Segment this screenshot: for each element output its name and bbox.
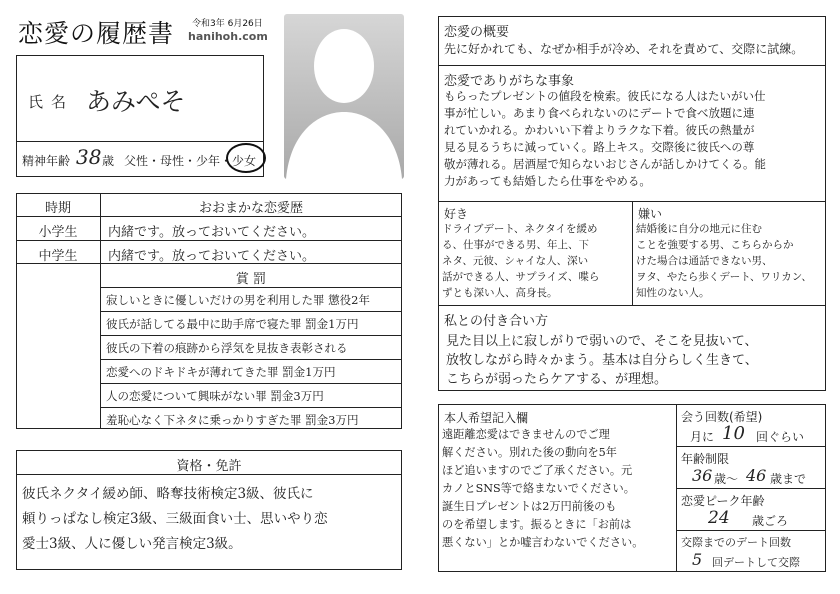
wishes-line: 誕生日プレゼントは2万円前後のも bbox=[442, 500, 617, 513]
common-events-line: もらったプレゼントの値段を検索。彼氏になる人はたいがい仕 bbox=[444, 89, 766, 103]
wishes-line: カノとSNS等で絡まないでください。 bbox=[442, 482, 635, 495]
qualifications-title: 資格・免許 bbox=[176, 459, 242, 474]
site-url: hanihoh.com bbox=[188, 30, 268, 43]
profile-photo bbox=[272, 4, 414, 184]
dislikes-line: けた場合は通話できない男、 bbox=[636, 255, 773, 267]
punishments-title: 賞 罰 bbox=[235, 272, 267, 287]
meet-title: 会う回数(希望) bbox=[681, 410, 763, 424]
meet-value: 10 bbox=[722, 423, 745, 444]
likes-title: 好き bbox=[444, 207, 469, 221]
traits-list: 父性・母性・少年・ bbox=[124, 154, 233, 168]
peak-age-suffix: 歳ごろ bbox=[752, 514, 789, 528]
relationship-line: 見た目以上に寂しがりで弱いので、そこを見抜いて、 bbox=[446, 334, 758, 349]
common-events-title: 恋愛でありがちな事象 bbox=[444, 74, 575, 89]
period-cell: 中学生 bbox=[38, 249, 78, 264]
dislikes-title: 嫌い bbox=[638, 207, 663, 221]
common-events-line: 事が忙しい。あまり食べられないのにデートで食べ放題に連 bbox=[444, 106, 755, 120]
punishment-item: 彼氏が話してる最中に助手席で寝た罪 罰金1万円 bbox=[106, 317, 359, 331]
age-limit-title: 年齢制限 bbox=[681, 452, 730, 466]
punishment-item: 人の恋愛について興味がない罪 罰金3万円 bbox=[106, 389, 324, 403]
relationship-title: 私との付き合い方 bbox=[444, 314, 549, 329]
age-unit: 歳 bbox=[102, 154, 115, 168]
likes-line: ネタ、元彼、シャイな人、深い bbox=[442, 255, 589, 267]
common-events-line: 見る見るうちに減っていく。路上キス。交際後に彼氏への尊 bbox=[444, 140, 755, 154]
wishes-line: のを希望します。振るときに「お前は bbox=[442, 518, 632, 531]
common-events-line: れていかれる。かわいい下着よりラクな下着。彼氏の熱量が bbox=[444, 123, 755, 137]
age-suffix: 歳まで bbox=[770, 472, 807, 486]
dates-value: 5 bbox=[692, 550, 703, 569]
punishment-item: 羞恥心なく下ネタに乗っかりすぎた罪 罰金3万円 bbox=[106, 413, 359, 427]
overview-title: 恋愛の概要 bbox=[444, 25, 510, 40]
dislikes-line: 知性のない人。 bbox=[636, 287, 710, 299]
likes-line: ドライブデート、ネクタイを緩め bbox=[442, 223, 598, 235]
age-max: 46 bbox=[746, 466, 767, 485]
meet-prefix: 月に bbox=[690, 430, 715, 444]
relationship-line: 放牧しながら時々かまう。基本は自分らしく生きて、 bbox=[446, 353, 758, 368]
wishes-line: ほど追いますのでご了承ください。元 bbox=[442, 464, 633, 477]
punishment-item: 彼氏の下着の痕跡から浮気を見抜き表彰される bbox=[106, 341, 348, 355]
qualification-line: 愛士3級、人に優しい発言検定3級。 bbox=[22, 536, 242, 552]
mental-age-value: 38 bbox=[76, 145, 102, 169]
relationship-line: こちらが弱ったらケアする、が理想。 bbox=[446, 372, 668, 387]
peak-age-title: 恋愛ピーク年齢 bbox=[681, 494, 765, 508]
wishes-line: 解ください。別れた後の動向を5年 bbox=[442, 446, 617, 459]
dislikes-line: ヲタ、やたら歩くデート、ワリカン、 bbox=[636, 271, 812, 283]
qualification-line: 頼りっぱなし検定3級、三級面食い士、思いやり恋 bbox=[22, 511, 328, 527]
qualification-line: 彼氏ネクタイ緩め師、略奪技術検定3級、彼氏に bbox=[22, 486, 314, 502]
dislikes-line: 結婚後に自分の地元に住む bbox=[636, 223, 762, 235]
likes-line: 話ができる人、サプライズ、喋ら bbox=[442, 271, 600, 283]
age-min: 36 bbox=[692, 466, 713, 485]
trait-circle-mark bbox=[226, 143, 266, 173]
punishment-item: 恋愛へのドキドキが薄れてきた罪 罰金1万円 bbox=[106, 365, 336, 379]
dislikes-line: ことを強要する男、こちらからか bbox=[636, 239, 794, 251]
name-label: 氏名 bbox=[28, 93, 75, 111]
history-cell: 内緒です。放っておいてください。 bbox=[108, 249, 315, 264]
page-title: 恋愛の履歴書 bbox=[18, 19, 175, 48]
wishes-line: 悪くない」とか嘘言わないでください。 bbox=[442, 536, 644, 549]
history-cell: 内緒です。放っておいてください。 bbox=[108, 225, 315, 240]
meet-suffix: 回ぐらい bbox=[756, 430, 805, 444]
common-events-line: 敬が薄れる。居酒屋で知らないおじさんが話しかけてくる。能 bbox=[444, 157, 766, 171]
col-period-header: 時期 bbox=[44, 201, 71, 216]
avatar-silhouette-icon bbox=[272, 4, 414, 184]
date-label: 令和3年 6月26日 bbox=[192, 19, 263, 29]
likes-line: ずとも深い人、高身長。 bbox=[442, 287, 558, 299]
likes-line: る、仕事ができる男、年上、下 bbox=[442, 239, 589, 251]
wishes-line: 遠距離恋愛はできませんのでご理 bbox=[442, 428, 610, 441]
col-history-header: おおまかな恋愛歴 bbox=[198, 201, 303, 216]
age-mid: 歳〜 bbox=[714, 472, 739, 486]
selected-trait: 少女 bbox=[232, 154, 257, 168]
dates-suffix: 回デートして交際 bbox=[712, 556, 800, 569]
common-events-line: 力があっても結婚したら仕事をやめる。 bbox=[444, 174, 651, 188]
period-cell: 小学生 bbox=[38, 225, 78, 240]
peak-age-value: 24 bbox=[708, 508, 730, 528]
mental-age-label: 精神年齢 bbox=[22, 154, 71, 168]
name-value: あみぺそ bbox=[86, 87, 186, 116]
overview-text: 先に好かれても、なぜか相手が冷め、それを責めて、交際に試練。 bbox=[444, 42, 804, 56]
dates-title: 交際までのデート回数 bbox=[681, 536, 791, 549]
wishes-title: 本人希望記入欄 bbox=[444, 411, 529, 425]
punishment-item: 寂しいときに優しいだけの男を利用した罪 懲役2年 bbox=[106, 293, 370, 307]
